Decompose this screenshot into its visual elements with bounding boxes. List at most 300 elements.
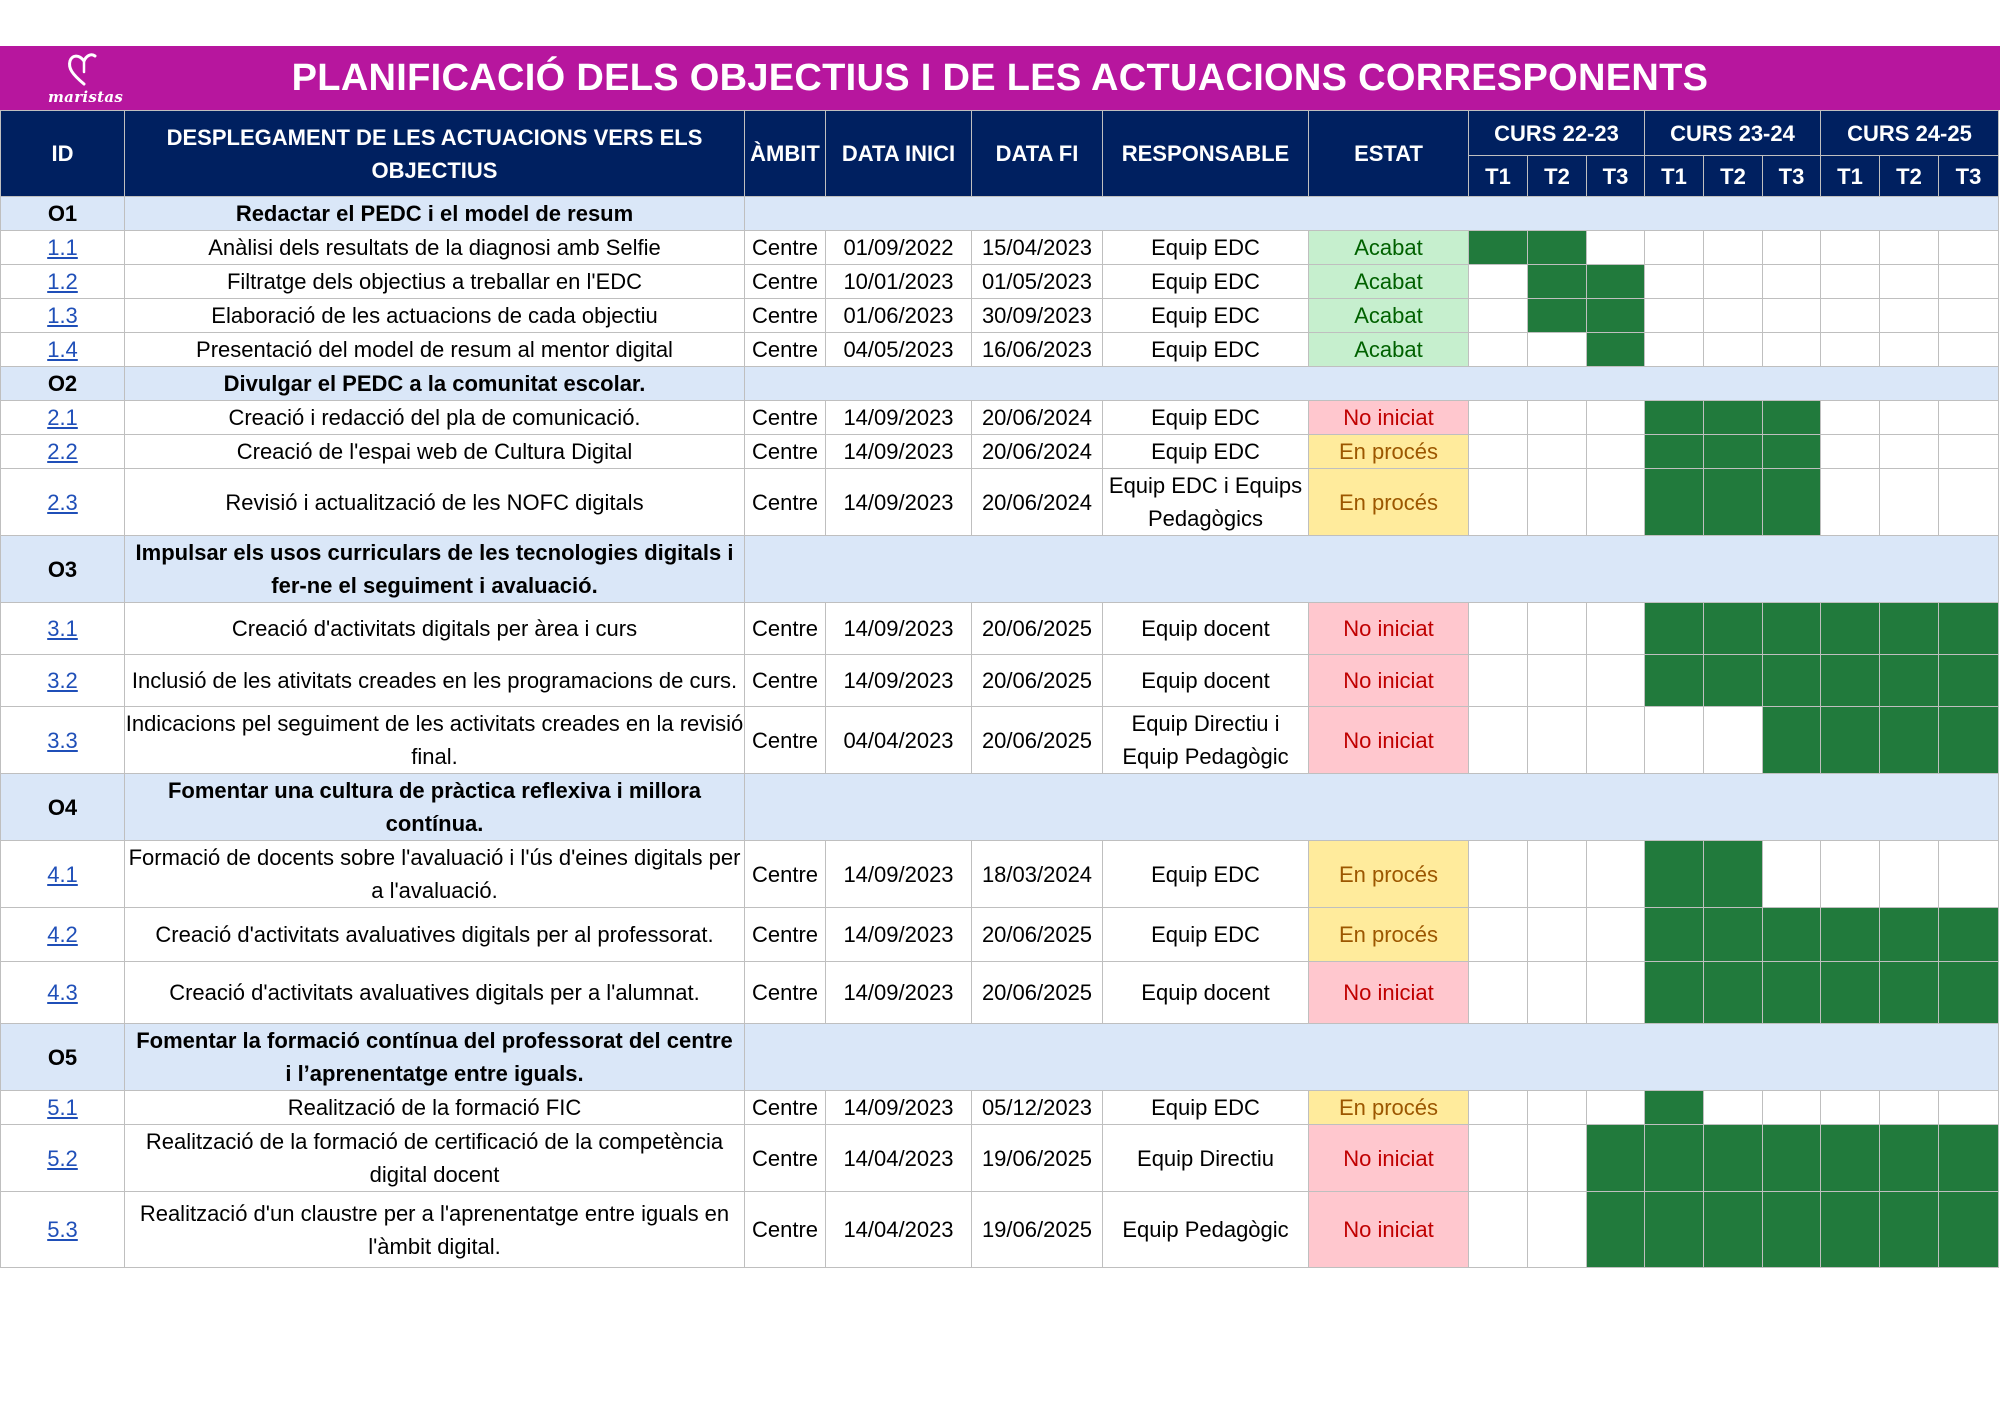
gantt-cell xyxy=(1880,299,1939,333)
gantt-cell xyxy=(1469,962,1528,1024)
gantt-cell xyxy=(1528,265,1587,299)
gantt-cell xyxy=(1645,299,1704,333)
gantt-cell xyxy=(1528,1091,1587,1125)
action-ambit: Centre xyxy=(745,908,826,962)
gantt-cell xyxy=(1528,707,1587,774)
gantt-cell xyxy=(1763,1125,1821,1192)
objective-row xyxy=(1,367,1999,401)
gantt-cell xyxy=(1939,1125,1999,1192)
gantt-cell xyxy=(1704,1091,1763,1125)
action-id-link[interactable]: 2.2 xyxy=(47,439,78,464)
action-start: 14/09/2023 xyxy=(826,435,972,469)
action-ambit: Centre xyxy=(745,231,826,265)
action-ambit: Centre xyxy=(745,1125,826,1192)
action-ambit: Centre xyxy=(745,469,826,536)
action-id-link[interactable]: 5.2 xyxy=(47,1145,78,1171)
gantt-cell xyxy=(1763,231,1821,265)
action-resp: Equip EDC xyxy=(1103,908,1309,962)
action-row xyxy=(1,401,1999,435)
action-desc: Realització d'un claustre per a l'aprenentatge entre iguals en l'àmbit digital. xyxy=(125,1192,745,1268)
planning-body xyxy=(1,197,1999,1268)
action-id-cell xyxy=(1,1125,125,1192)
action-id-cell xyxy=(1,1192,125,1268)
objective-row xyxy=(1,1024,1999,1091)
gantt-cell xyxy=(1587,231,1645,265)
header-id: ID xyxy=(1,111,125,197)
gantt-cell xyxy=(1587,265,1645,299)
action-resp: Equip Directiu xyxy=(1103,1125,1309,1192)
action-row xyxy=(1,299,1999,333)
action-id-link[interactable]: 3.1 xyxy=(47,616,78,641)
logo-text: maristas xyxy=(48,88,124,106)
gantt-cell xyxy=(1821,707,1880,774)
header-start: DATA INICI xyxy=(826,111,972,197)
action-resp: Equip Pedagògic xyxy=(1103,1192,1309,1268)
action-status: En procés xyxy=(1309,469,1469,536)
gantt-cell xyxy=(1821,299,1880,333)
action-row xyxy=(1,707,1999,774)
objective-fill xyxy=(745,1024,1999,1091)
gantt-cell xyxy=(1469,603,1528,655)
action-end: 18/03/2024 xyxy=(972,841,1103,908)
action-desc: Inclusió de les ativitats creades en les programacions de curs. xyxy=(125,655,745,707)
gantt-cell xyxy=(1528,401,1587,435)
gantt-cell xyxy=(1939,707,1999,774)
action-start: 14/09/2023 xyxy=(826,655,972,707)
action-resp: Equip docent xyxy=(1103,655,1309,707)
action-resp: Equip docent xyxy=(1103,962,1309,1024)
action-start: 14/09/2023 xyxy=(826,962,972,1024)
action-id-cell xyxy=(1,333,125,367)
action-start: 14/04/2023 xyxy=(826,1192,972,1268)
action-id-link[interactable]: 3.2 xyxy=(47,668,78,693)
gantt-cell xyxy=(1821,469,1880,536)
gantt-cell xyxy=(1821,265,1880,299)
gantt-cell xyxy=(1880,231,1939,265)
gantt-cell xyxy=(1645,655,1704,707)
action-id-link[interactable]: 5.3 xyxy=(47,1217,78,1242)
gantt-cell xyxy=(1528,231,1587,265)
action-status: No iniciat xyxy=(1309,1125,1469,1192)
action-id-cell xyxy=(1,841,125,908)
gantt-cell xyxy=(1528,1192,1587,1268)
action-id-cell xyxy=(1,299,125,333)
action-desc: Creació i redacció del pla de comunicació. xyxy=(125,401,745,435)
gantt-cell xyxy=(1645,231,1704,265)
gantt-cell xyxy=(1880,469,1939,536)
action-end: 20/06/2025 xyxy=(972,655,1103,707)
action-ambit: Centre xyxy=(745,1192,826,1268)
action-end: 15/04/2023 xyxy=(972,231,1103,265)
gantt-cell xyxy=(1528,603,1587,655)
action-desc: Creació d'activitats digitals per àrea i curs xyxy=(125,603,745,655)
gantt-cell xyxy=(1821,401,1880,435)
action-id-link[interactable]: 3.3 xyxy=(47,727,78,753)
action-end: 19/06/2025 xyxy=(972,1192,1103,1268)
gantt-cell xyxy=(1704,603,1763,655)
header-term: T3 xyxy=(1939,156,1999,197)
gantt-cell xyxy=(1939,908,1999,962)
action-end: 19/06/2025 xyxy=(972,1125,1103,1192)
action-start: 14/04/2023 xyxy=(826,1125,972,1192)
action-id-cell xyxy=(1,1091,125,1125)
gantt-cell xyxy=(1528,1125,1587,1192)
heart-logo-icon xyxy=(64,50,104,88)
header-end: DATA FI xyxy=(972,111,1103,197)
planning-sheet xyxy=(0,46,2000,1268)
action-id-link[interactable]: 1.2 xyxy=(47,269,78,294)
gantt-cell xyxy=(1704,1192,1763,1268)
action-resp: Equip Directiu i Equip Pedagògic xyxy=(1103,707,1309,774)
action-id-cell xyxy=(1,231,125,265)
title-bar xyxy=(0,46,2000,110)
action-row xyxy=(1,469,1999,536)
header-ambit: ÀMBIT xyxy=(745,111,826,197)
action-start: 14/09/2023 xyxy=(826,469,972,536)
gantt-cell xyxy=(1528,469,1587,536)
gantt-cell xyxy=(1645,265,1704,299)
gantt-cell xyxy=(1763,908,1821,962)
action-desc: Anàlisi dels resultats de la diagnosi amb Selfie xyxy=(125,231,745,265)
action-start: 01/06/2023 xyxy=(826,299,972,333)
gantt-cell xyxy=(1880,841,1939,908)
action-row xyxy=(1,1091,1999,1125)
gantt-cell xyxy=(1763,962,1821,1024)
action-id-cell xyxy=(1,962,125,1024)
action-ambit: Centre xyxy=(745,707,826,774)
action-desc: Elaboració de les actuacions de cada objectiu xyxy=(125,299,745,333)
action-resp: Equip EDC xyxy=(1103,401,1309,435)
action-start: 01/09/2022 xyxy=(826,231,972,265)
gantt-cell xyxy=(1880,435,1939,469)
gantt-cell xyxy=(1763,707,1821,774)
gantt-cell xyxy=(1821,841,1880,908)
action-start: 14/09/2023 xyxy=(826,401,972,435)
action-ambit: Centre xyxy=(745,435,826,469)
gantt-cell xyxy=(1587,962,1645,1024)
action-end: 16/06/2023 xyxy=(972,333,1103,367)
objective-fill xyxy=(745,197,1999,231)
objective-fill xyxy=(745,367,1999,401)
objective-fill xyxy=(745,536,1999,603)
action-resp: Equip EDC xyxy=(1103,231,1309,265)
header-term: T2 xyxy=(1880,156,1939,197)
gantt-cell xyxy=(1528,333,1587,367)
action-id-cell xyxy=(1,908,125,962)
gantt-cell xyxy=(1587,707,1645,774)
gantt-cell xyxy=(1587,1091,1645,1125)
objective-id: O1 xyxy=(1,197,125,231)
gantt-cell xyxy=(1763,401,1821,435)
action-desc: Filtratge dels objectius a treballar en l'EDC xyxy=(125,265,745,299)
gantt-cell xyxy=(1469,469,1528,536)
action-start: 04/05/2023 xyxy=(826,333,972,367)
objective-id: O5 xyxy=(1,1024,125,1091)
action-end: 20/06/2025 xyxy=(972,707,1103,774)
page-title: PLANIFICACIÓ DELS OBJECTIUS I DE LES ACTUACIONS CORRESPONENTS xyxy=(291,56,1709,99)
action-id-cell xyxy=(1,655,125,707)
action-resp: Equip EDC xyxy=(1103,333,1309,367)
action-id-link[interactable]: 1.1 xyxy=(47,235,78,260)
action-desc: Creació d'activitats avaluatives digitals per a l'alumnat. xyxy=(125,962,745,1024)
action-row xyxy=(1,962,1999,1024)
gantt-cell xyxy=(1821,435,1880,469)
objective-title: Divulgar el PEDC a la comunitat escolar. xyxy=(125,367,745,401)
gantt-cell xyxy=(1645,401,1704,435)
action-row xyxy=(1,841,1999,908)
action-status: No iniciat xyxy=(1309,962,1469,1024)
action-id-link[interactable]: 2.3 xyxy=(47,489,78,515)
action-start: 14/09/2023 xyxy=(826,841,972,908)
action-ambit: Centre xyxy=(745,401,826,435)
action-row xyxy=(1,1192,1999,1268)
gantt-cell xyxy=(1704,333,1763,367)
action-start: 14/09/2023 xyxy=(826,1091,972,1125)
action-ambit: Centre xyxy=(745,841,826,908)
gantt-cell xyxy=(1587,1125,1645,1192)
action-status: No iniciat xyxy=(1309,1192,1469,1268)
gantt-cell xyxy=(1587,299,1645,333)
gantt-cell xyxy=(1469,908,1528,962)
gantt-cell xyxy=(1880,603,1939,655)
action-row xyxy=(1,603,1999,655)
gantt-cell xyxy=(1704,401,1763,435)
gantt-cell xyxy=(1880,265,1939,299)
gantt-cell xyxy=(1528,299,1587,333)
gantt-cell xyxy=(1469,1192,1528,1268)
action-id-cell xyxy=(1,469,125,536)
gantt-cell xyxy=(1645,469,1704,536)
gantt-cell xyxy=(1939,333,1999,367)
header-term: T1 xyxy=(1645,156,1704,197)
header-desc: DESPLEGAMENT DE LES ACTUACIONS VERS ELS OBJECTIUS xyxy=(125,111,745,197)
gantt-cell xyxy=(1469,655,1528,707)
action-row xyxy=(1,333,1999,367)
gantt-cell xyxy=(1880,962,1939,1024)
action-row xyxy=(1,265,1999,299)
header-year-3: CURS 24-25 xyxy=(1821,111,1999,156)
header-resp: RESPONSABLE xyxy=(1103,111,1309,197)
gantt-cell xyxy=(1704,841,1763,908)
action-id-cell xyxy=(1,265,125,299)
gantt-cell xyxy=(1821,333,1880,367)
gantt-cell xyxy=(1939,1091,1999,1125)
header-year-1: CURS 22-23 xyxy=(1469,111,1645,156)
gantt-cell xyxy=(1880,1192,1939,1268)
gantt-cell xyxy=(1469,841,1528,908)
gantt-cell xyxy=(1939,655,1999,707)
objective-title: Impulsar els usos curriculars de les tecnologies digitals i fer-ne el seguiment i avaluació. xyxy=(125,536,745,603)
action-resp: Equip EDC xyxy=(1103,841,1309,908)
action-id-cell xyxy=(1,401,125,435)
gantt-cell xyxy=(1880,908,1939,962)
gantt-cell xyxy=(1704,469,1763,536)
gantt-cell xyxy=(1645,1192,1704,1268)
action-ambit: Centre xyxy=(745,603,826,655)
action-id-link[interactable]: 5.1 xyxy=(47,1095,78,1120)
gantt-cell xyxy=(1587,655,1645,707)
action-row xyxy=(1,655,1999,707)
action-status: No iniciat xyxy=(1309,603,1469,655)
gantt-cell xyxy=(1763,469,1821,536)
action-id-cell xyxy=(1,435,125,469)
action-status: No iniciat xyxy=(1309,655,1469,707)
objective-id: O2 xyxy=(1,367,125,401)
gantt-cell xyxy=(1587,908,1645,962)
action-id-link[interactable]: 4.3 xyxy=(47,980,78,1005)
action-status: En procés xyxy=(1309,435,1469,469)
gantt-cell xyxy=(1939,401,1999,435)
gantt-cell xyxy=(1763,299,1821,333)
gantt-cell xyxy=(1704,231,1763,265)
action-desc: Revisió i actualització de les NOFC digitals xyxy=(125,469,745,536)
action-id-link[interactable]: 1.4 xyxy=(47,337,78,362)
gantt-cell xyxy=(1469,299,1528,333)
gantt-cell xyxy=(1469,707,1528,774)
gantt-cell xyxy=(1469,401,1528,435)
gantt-cell xyxy=(1528,655,1587,707)
action-row xyxy=(1,435,1999,469)
action-ambit: Centre xyxy=(745,962,826,1024)
gantt-cell xyxy=(1645,707,1704,774)
gantt-cell xyxy=(1821,1091,1880,1125)
gantt-cell xyxy=(1587,603,1645,655)
gantt-cell xyxy=(1763,1091,1821,1125)
gantt-cell xyxy=(1704,655,1763,707)
action-desc: Creació d'activitats avaluatives digitals per al professorat. xyxy=(125,908,745,962)
action-status: En procés xyxy=(1309,908,1469,962)
action-end: 20/06/2025 xyxy=(972,908,1103,962)
gantt-cell xyxy=(1645,1125,1704,1192)
gantt-cell xyxy=(1939,469,1999,536)
action-desc: Presentació del model de resum al mentor digital xyxy=(125,333,745,367)
objective-row xyxy=(1,536,1999,603)
gantt-cell xyxy=(1821,908,1880,962)
gantt-cell xyxy=(1704,962,1763,1024)
header-term: T1 xyxy=(1821,156,1880,197)
action-row xyxy=(1,231,1999,265)
action-status: En procés xyxy=(1309,1091,1469,1125)
action-end: 30/09/2023 xyxy=(972,299,1103,333)
gantt-cell xyxy=(1821,1192,1880,1268)
action-id-link[interactable]: 4.1 xyxy=(47,861,78,887)
gantt-cell xyxy=(1939,603,1999,655)
gantt-cell xyxy=(1528,435,1587,469)
gantt-cell xyxy=(1880,333,1939,367)
action-start: 14/09/2023 xyxy=(826,603,972,655)
gantt-cell xyxy=(1645,962,1704,1024)
action-id-link[interactable]: 2.1 xyxy=(47,405,78,430)
header-year-2: CURS 23-24 xyxy=(1645,111,1821,156)
action-status: No iniciat xyxy=(1309,707,1469,774)
action-row xyxy=(1,908,1999,962)
action-desc: Realització de la formació FIC xyxy=(125,1091,745,1125)
action-resp: Equip EDC xyxy=(1103,435,1309,469)
gantt-cell xyxy=(1469,231,1528,265)
action-end: 20/06/2024 xyxy=(972,435,1103,469)
action-ambit: Centre xyxy=(745,655,826,707)
gantt-cell xyxy=(1704,707,1763,774)
action-desc: Indicacions pel seguiment de les activitats creades en la revisió final. xyxy=(125,707,745,774)
action-id-link[interactable]: 1.3 xyxy=(47,303,78,328)
gantt-cell xyxy=(1939,299,1999,333)
objective-id: O3 xyxy=(1,536,125,603)
gantt-cell xyxy=(1587,469,1645,536)
gantt-cell xyxy=(1821,962,1880,1024)
gantt-cell xyxy=(1939,962,1999,1024)
gantt-cell xyxy=(1821,1125,1880,1192)
objective-row xyxy=(1,197,1999,231)
gantt-cell xyxy=(1645,435,1704,469)
objective-fill xyxy=(745,774,1999,841)
gantt-cell xyxy=(1645,333,1704,367)
action-end: 01/05/2023 xyxy=(972,265,1103,299)
header-estat: ESTAT xyxy=(1309,111,1469,197)
gantt-cell xyxy=(1645,1091,1704,1125)
objective-id: O4 xyxy=(1,774,125,841)
action-id-link[interactable]: 4.2 xyxy=(47,922,78,947)
gantt-cell xyxy=(1763,841,1821,908)
gantt-cell xyxy=(1704,299,1763,333)
action-desc: Creació de l'espai web de Cultura Digital xyxy=(125,435,745,469)
gantt-cell xyxy=(1821,231,1880,265)
action-start: 10/01/2023 xyxy=(826,265,972,299)
action-row xyxy=(1,1125,1999,1192)
action-status: Acabat xyxy=(1309,231,1469,265)
action-ambit: Centre xyxy=(745,333,826,367)
gantt-cell xyxy=(1821,655,1880,707)
gantt-cell xyxy=(1528,908,1587,962)
gantt-cell xyxy=(1763,265,1821,299)
gantt-cell xyxy=(1763,333,1821,367)
gantt-cell xyxy=(1645,841,1704,908)
gantt-cell xyxy=(1587,435,1645,469)
action-ambit: Centre xyxy=(745,265,826,299)
gantt-cell xyxy=(1821,603,1880,655)
gantt-cell xyxy=(1704,908,1763,962)
action-ambit: Centre xyxy=(745,299,826,333)
header-term: T3 xyxy=(1763,156,1821,197)
action-status: Acabat xyxy=(1309,299,1469,333)
action-desc: Formació de docents sobre l'avaluació i l'ús d'eines digitals per a l'avaluació. xyxy=(125,841,745,908)
gantt-cell xyxy=(1469,1091,1528,1125)
planning-table xyxy=(0,110,1999,1268)
action-end: 20/06/2024 xyxy=(972,401,1103,435)
action-resp: Equip EDC i Equips Pedagògics xyxy=(1103,469,1309,536)
objective-title: Fomentar una cultura de pràctica reflexiva i millora contínua. xyxy=(125,774,745,841)
gantt-cell xyxy=(1880,707,1939,774)
gantt-cell xyxy=(1704,265,1763,299)
header-term: T1 xyxy=(1469,156,1528,197)
gantt-cell xyxy=(1704,1125,1763,1192)
gantt-cell xyxy=(1939,231,1999,265)
action-end: 20/06/2024 xyxy=(972,469,1103,536)
gantt-cell xyxy=(1880,1125,1939,1192)
action-start: 14/09/2023 xyxy=(826,908,972,962)
action-end: 20/06/2025 xyxy=(972,962,1103,1024)
gantt-cell xyxy=(1880,655,1939,707)
action-resp: Equip EDC xyxy=(1103,265,1309,299)
action-status: No iniciat xyxy=(1309,401,1469,435)
objective-title: Fomentar la formació contínua del professorat del centre i l’aprenentatge entre iguals. xyxy=(125,1024,745,1091)
gantt-cell xyxy=(1587,333,1645,367)
gantt-cell xyxy=(1880,1091,1939,1125)
action-end: 20/06/2025 xyxy=(972,603,1103,655)
action-status: En procés xyxy=(1309,841,1469,908)
gantt-cell xyxy=(1763,655,1821,707)
gantt-cell xyxy=(1763,603,1821,655)
gantt-cell xyxy=(1587,841,1645,908)
